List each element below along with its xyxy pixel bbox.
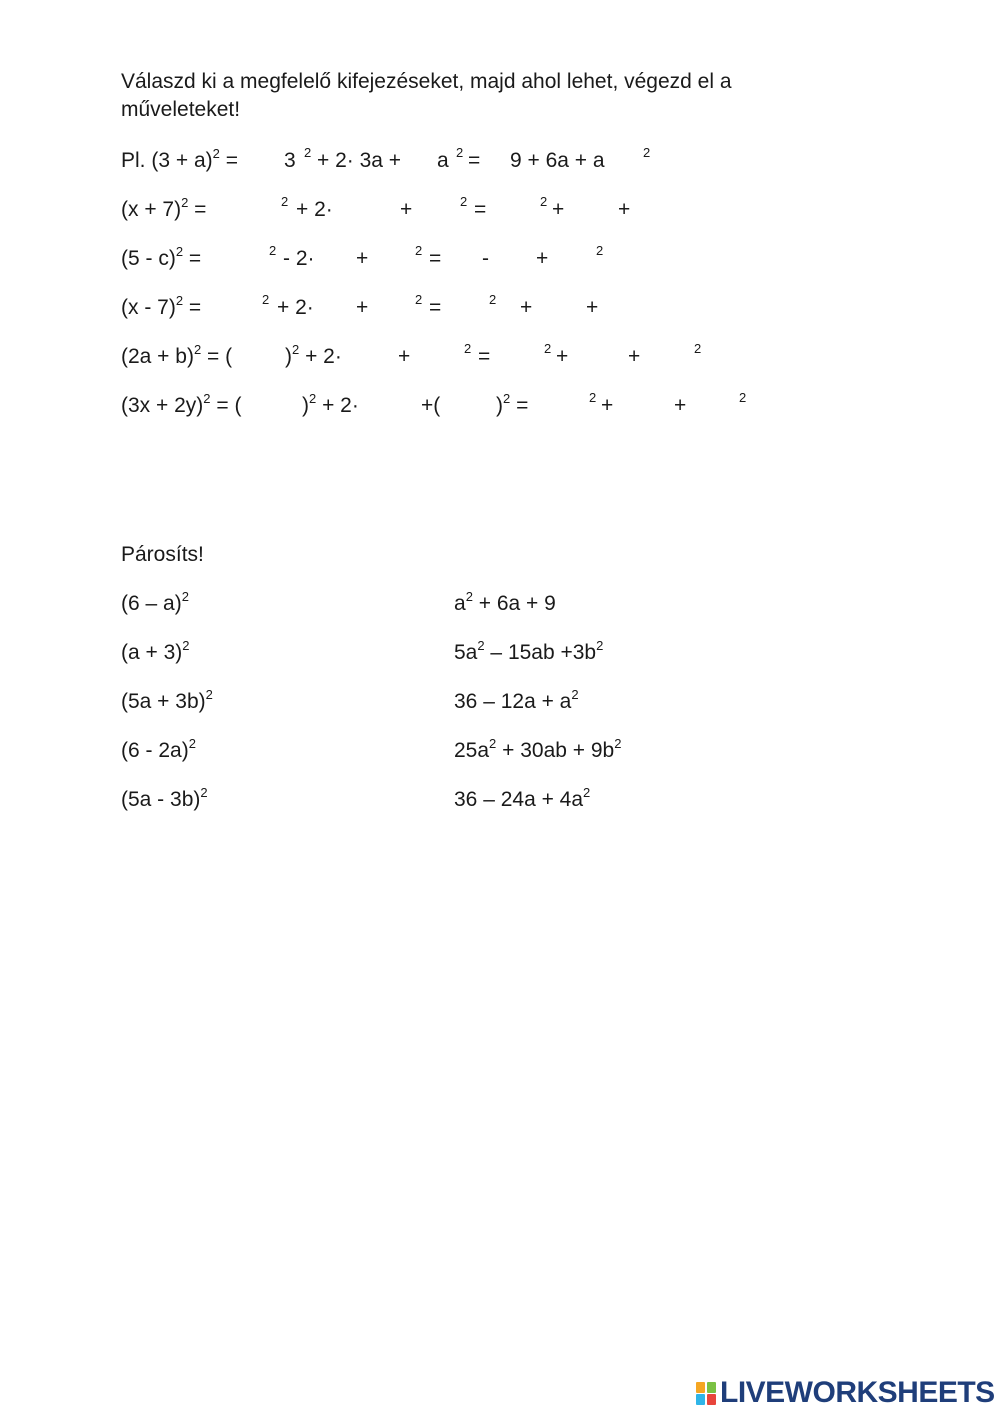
logo-text: LIVEWORKSHEETS [720,1376,995,1409]
exercise-term: )$^2$ + 2· [285,342,342,368]
exercise-term: - 2· [283,247,315,270]
matching-left-item[interactable]: (5a - 3b)$^2$ [121,785,208,811]
exercise-term: )$^2$ = [496,391,529,417]
matching-left-item[interactable]: (6 - 2a)$^2$ [121,736,196,762]
example-term-a: a [437,149,449,172]
exercise-term: + [601,394,614,417]
matching-right-item[interactable]: $36 - 24a + 4a^2$ [454,785,591,811]
exercise-sup: 2 [460,194,468,209]
exercise-term: + 2· [277,296,314,319]
exercise-term: = [429,247,442,270]
exercise-lhs: (x - 7)$^2$ = [121,293,202,319]
matching-right-item[interactable]: $36 - 12a + a^2$ [454,687,579,713]
liveworksheets-logo [696,1376,995,1410]
exercise-sup: 2 [464,341,472,356]
exercise-term: + [536,247,549,270]
exercise-lhs: (5 - c)$^2$ = [121,244,202,270]
instruction-line-2: műveleteket! [121,98,241,121]
instruction-line-1: Válaszd ki a megfelelő kifejezéseket, majd ahol lehet, végezd el a [121,70,732,93]
exercise-term: + [356,296,369,319]
exercise-sup: 2 [281,194,289,209]
exercise-term: + [520,296,533,319]
exercise-term: + [552,198,565,221]
logo-icon [696,1380,718,1406]
exercise-sup: 2 [544,341,552,356]
exercise-term: + [618,198,631,221]
matching-right-item[interactable]: $25a^2 + 30ab + 9b^2$ [454,736,622,762]
exercise-sup: 2 [540,194,548,209]
example-sup: 2 [456,145,464,160]
exercise-term: + [356,247,369,270]
exercise-sup: 2 [589,390,597,405]
exercise-term: = [474,198,487,221]
matching-left-item[interactable]: $(5a + 3b)^2$ [121,687,213,713]
exercise-term: + [400,198,413,221]
matching-left-item[interactable]: (6 – a)$^2$ [121,589,189,615]
exercise-term: + [398,345,411,368]
exercise-term: + 2· [296,198,333,221]
exercise-term: + [556,345,569,368]
exercise-term: )$^2$ + 2· [302,391,359,417]
exercise-sup: 2 [415,243,423,258]
exercise-term: + [586,296,599,319]
matching-right-item[interactable]: $5a^2 - 15ab +3b^2$ [454,638,604,664]
exercise-term: = [478,345,491,368]
exercise-term: +( [421,394,441,417]
example-sup: 2 [643,145,651,160]
example-result: 9 + 6a + a [510,149,605,172]
exercise-lhs: $(3x + 2y)^2$ = ( [121,391,242,417]
matching-right-item[interactable]: $a^2 + 6a + 9$ [454,589,556,615]
exercise-sup: 2 [262,292,270,307]
exercise-sup: 2 [415,292,423,307]
matching-title: Párosíts! [121,543,204,566]
exercise-term: = [429,296,442,319]
exercise-lhs: $(x + 7)^2$ = [121,195,207,221]
exercise-term: + [674,394,687,417]
exercise-sup: 2 [269,243,277,258]
exercise-sup: 2 [596,243,604,258]
exercise-term: + [628,345,641,368]
example-term-3: 3 [284,149,296,172]
example-lhs: Pl. $(3 + a)^2$ = [121,146,238,172]
matching-left-item[interactable]: $(a + 3)^2$ [121,638,190,664]
exercise-lhs: $(2a + b)^2$ = ( [121,342,233,368]
example-sup: 2 [304,145,312,160]
exercise-sup: 2 [694,341,702,356]
example-middle: + 2· 3a + [317,149,402,172]
exercise-sup: 2 [739,390,747,405]
exercise-sup: 2 [489,292,497,307]
exercise-term: - [482,247,489,270]
example-equals: = [468,149,481,172]
